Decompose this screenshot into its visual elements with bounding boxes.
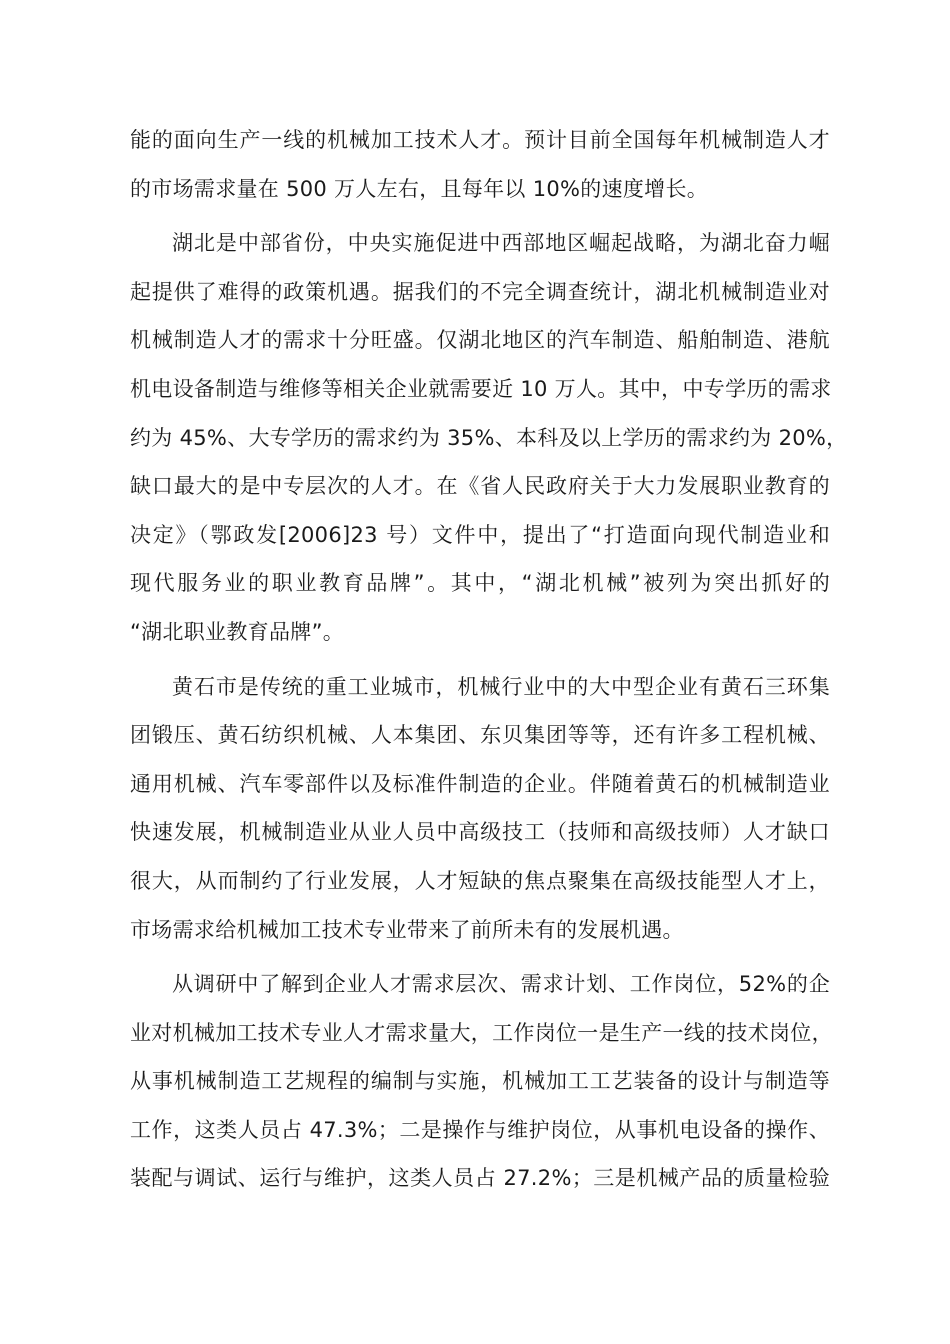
- paragraph-4: [130, 960, 833, 1203]
- text-line: 起提供了难得的政策机遇。据我们的不完全调查统计，湖北机械制造业对: [130, 279, 830, 304]
- text-line: 从事机械制造工艺规程的编制与实施，机械加工工艺装备的设计与制造等: [130, 1069, 830, 1094]
- text-line: 装配与调试、运行与维护，这类人员占 27.2%；三是机械产品的质量检验: [130, 1166, 830, 1191]
- text-line: 通用机械、汽车零部件以及标准件制造的企业。伴随着黄石的机械制造业: [130, 771, 830, 796]
- text-line: 工作，这类人员占 47.3%；二是操作与维护岗位，从事机电设备的操作、: [130, 1117, 830, 1142]
- text-line: 约为 45%、大专学历的需求约为 35%、本科及以上学历的需求约为 20%，: [130, 425, 848, 450]
- text-line: 快速发展，机械制造业从业人员中高级技工（技师和高级技师）人才缺口: [130, 820, 830, 845]
- text-line: 现代服务业的职业教育品牌”。其中，“湖北机械”被列为突出抓好的: [130, 571, 830, 596]
- text-line: 缺口最大的是中专层次的人才。在《省人民政府关于大力发展职业教育的: [130, 474, 830, 499]
- text-line: 从调研中了解到企业人才需求层次、需求计划、工作岗位，52%的企: [172, 972, 830, 997]
- text-line: 市场需求给机械加工技术专业带来了前所未有的发展机遇。: [130, 917, 684, 942]
- text-line: 的市场需求量在 500 万人左右，且每年以 10%的速度增长。: [130, 176, 709, 201]
- text-line: 决定》（鄂政发[2006]23 号）文件中，提出了“打造面向现代制造业和: [130, 522, 830, 547]
- paragraph-3: [130, 663, 830, 955]
- text-line: 机电设备制造与维修等相关企业就需要近 10 万人。其中，中专学历的需求: [130, 376, 832, 401]
- text-line: 机械制造人才的需求十分旺盛。仅湖北地区的汽车制造、船舶制造、港航: [130, 328, 830, 353]
- paragraph-1: [130, 116, 830, 213]
- text-line: 湖北是中部省份，中央实施促进中西部地区崛起战略，为湖北奋力崛: [172, 231, 830, 256]
- text-line: 业对机械加工技术专业人才需求量大，工作岗位一是生产一线的技术岗位，: [130, 1020, 833, 1045]
- text-line: 团锻压、黄石纺织机械、人本集团、东贝集团等等，还有许多工程机械、: [130, 723, 830, 748]
- text-line: 黄石市是传统的重工业城市，机械行业中的大中型企业有黄石三环集: [172, 674, 830, 699]
- text-line: 能的面向生产一线的机械加工技术人才。预计目前全国每年机械制造人才: [130, 128, 830, 152]
- paragraph-2: [130, 219, 848, 656]
- text-line: 很大，从而制约了行业发展，人才短缺的焦点聚集在高级技能型人才上，: [130, 868, 830, 893]
- document-body: [130, 116, 848, 1203]
- text-line: “湖北职业教育品牌”。: [130, 619, 345, 644]
